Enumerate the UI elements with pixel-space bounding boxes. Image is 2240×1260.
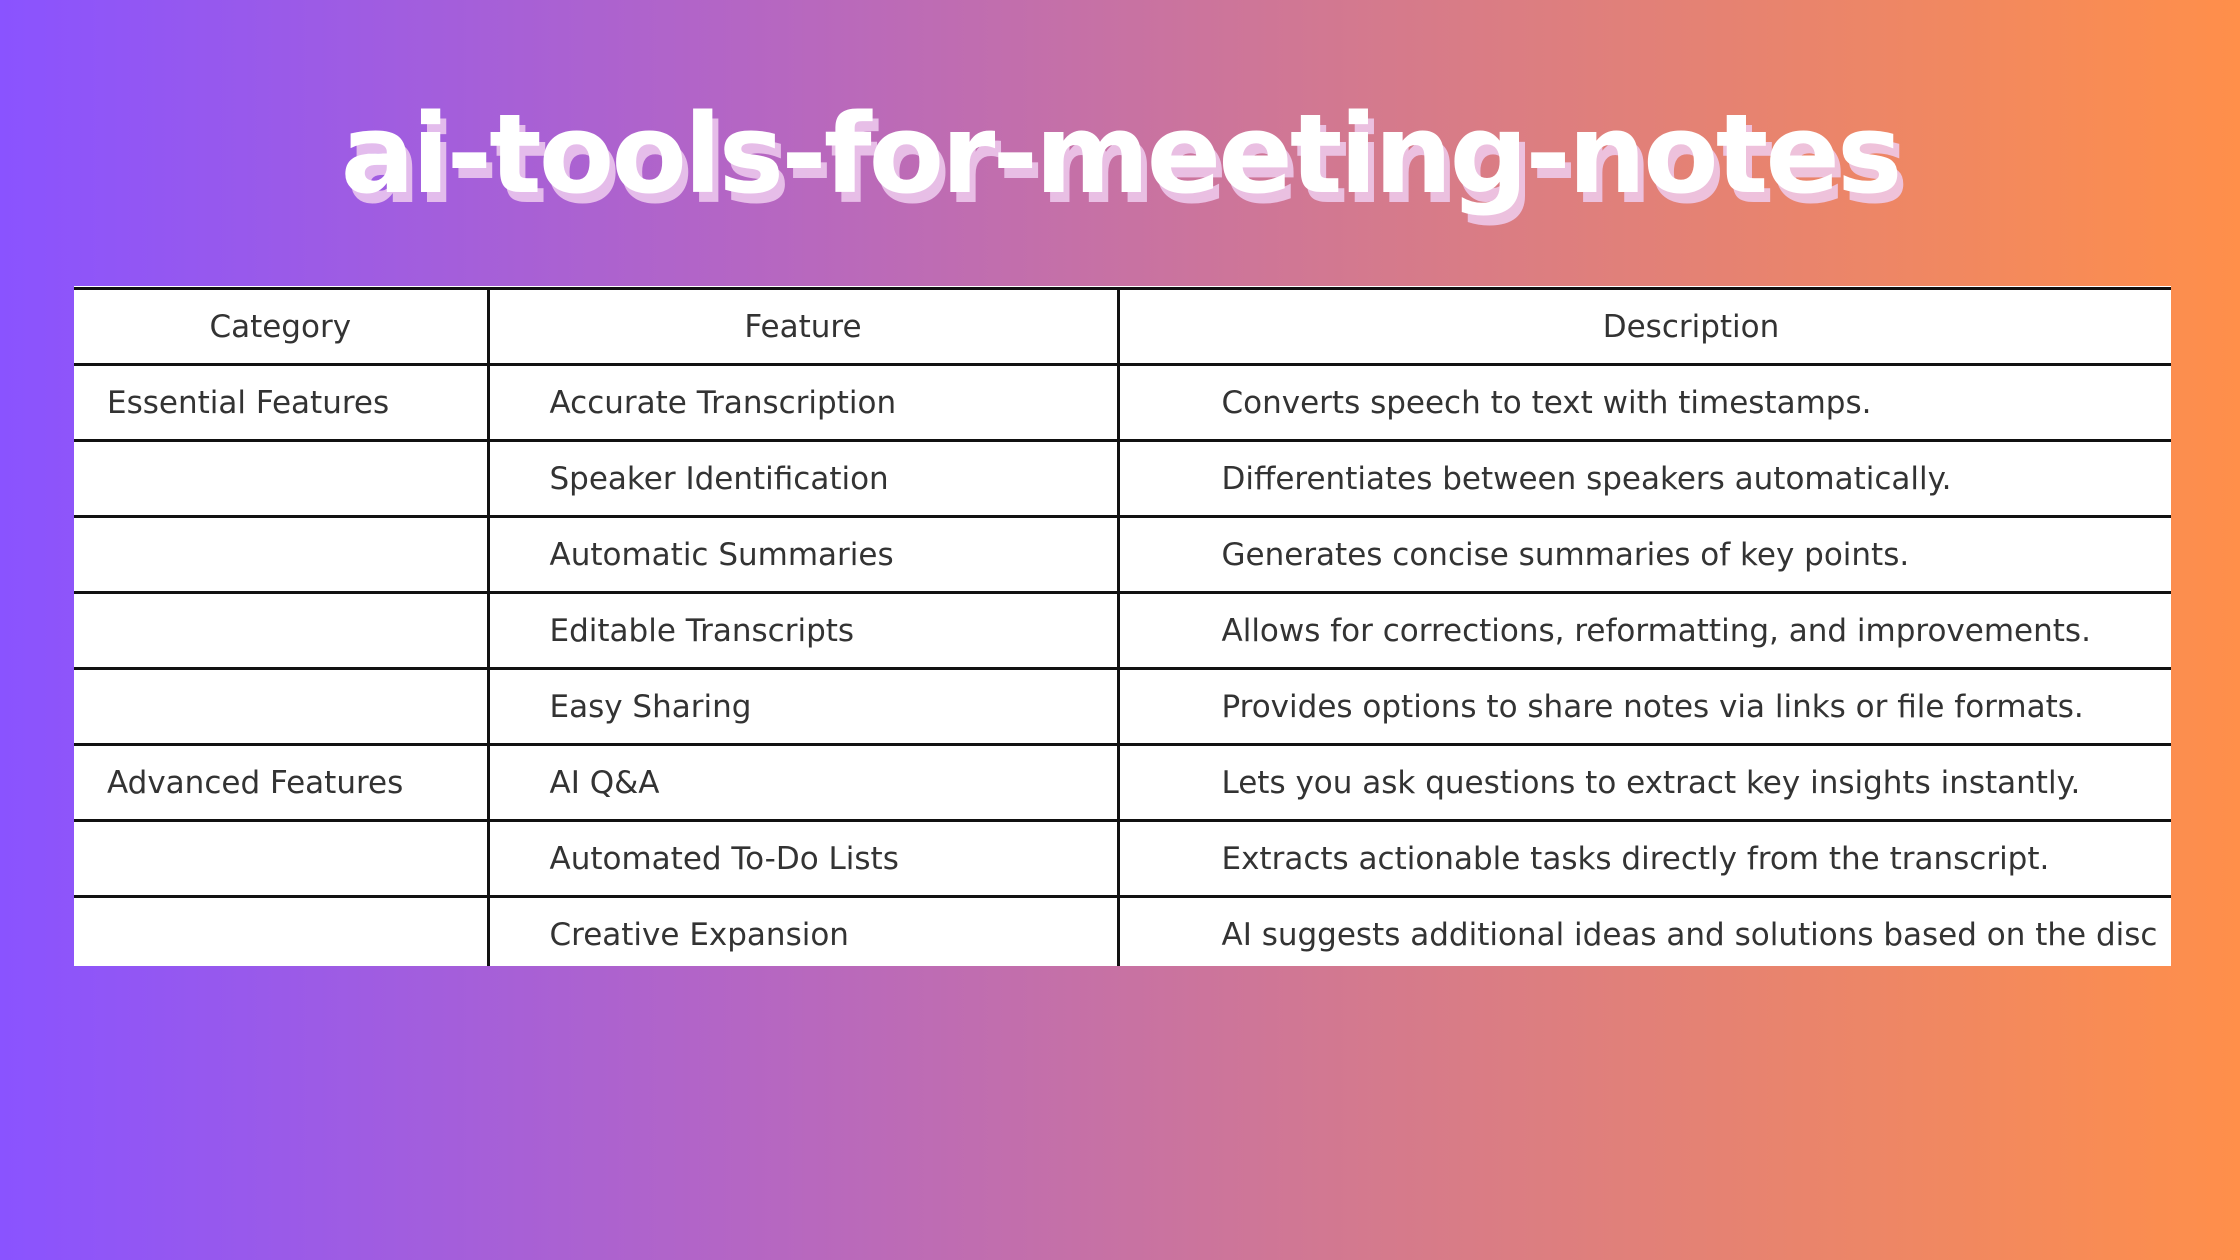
header-feature: Feature (488, 289, 1118, 365)
cell-category (74, 669, 488, 745)
cell-feature: AI Q&A (488, 745, 1118, 821)
cell-feature: Accurate Transcription (488, 365, 1118, 441)
cell-description: Allows for corrections, reformatting, and improvements. (1118, 593, 2171, 669)
cell-category (74, 897, 488, 967)
table-row (74, 821, 2171, 897)
table-row (74, 441, 2171, 517)
page-title: ai-tools-for-meeting-notes (340, 90, 1900, 218)
cell-feature: Creative Expansion (488, 897, 1118, 967)
cell-category: Essential Features (74, 365, 488, 441)
cell-feature: Speaker Identification (488, 441, 1118, 517)
table-row (74, 669, 2171, 745)
cell-category (74, 593, 488, 669)
cell-category (74, 821, 488, 897)
cell-category (74, 441, 488, 517)
cell-description: Differentiates between speakers automatically. (1118, 441, 2171, 517)
header-description: Description (1118, 289, 2171, 365)
cell-category (74, 517, 488, 593)
cell-feature: Easy Sharing (488, 669, 1118, 745)
cell-description: Converts speech to text with timestamps. (1118, 365, 2171, 441)
table-row (74, 593, 2171, 669)
features-table-container (74, 286, 2171, 966)
table-header-row (74, 289, 2171, 365)
table-row (74, 365, 2171, 441)
cell-description: Provides options to share notes via links or file formats. (1118, 669, 2171, 745)
cell-description: AI suggests additional ideas and solutions based on the disc (1118, 897, 2171, 967)
features-table (74, 287, 2171, 966)
cell-description: Lets you ask questions to extract key insights instantly. (1118, 745, 2171, 821)
cell-description: Generates concise summaries of key points. (1118, 517, 2171, 593)
cell-feature: Automatic Summaries (488, 517, 1118, 593)
table-row (74, 517, 2171, 593)
table-row (74, 745, 2171, 821)
table-row (74, 897, 2171, 967)
cell-description: Extracts actionable tasks directly from the transcript. (1118, 821, 2171, 897)
cell-feature: Editable Transcripts (488, 593, 1118, 669)
cell-feature: Automated To-Do Lists (488, 821, 1118, 897)
header-category: Category (74, 289, 488, 365)
cell-category: Advanced Features (74, 745, 488, 821)
